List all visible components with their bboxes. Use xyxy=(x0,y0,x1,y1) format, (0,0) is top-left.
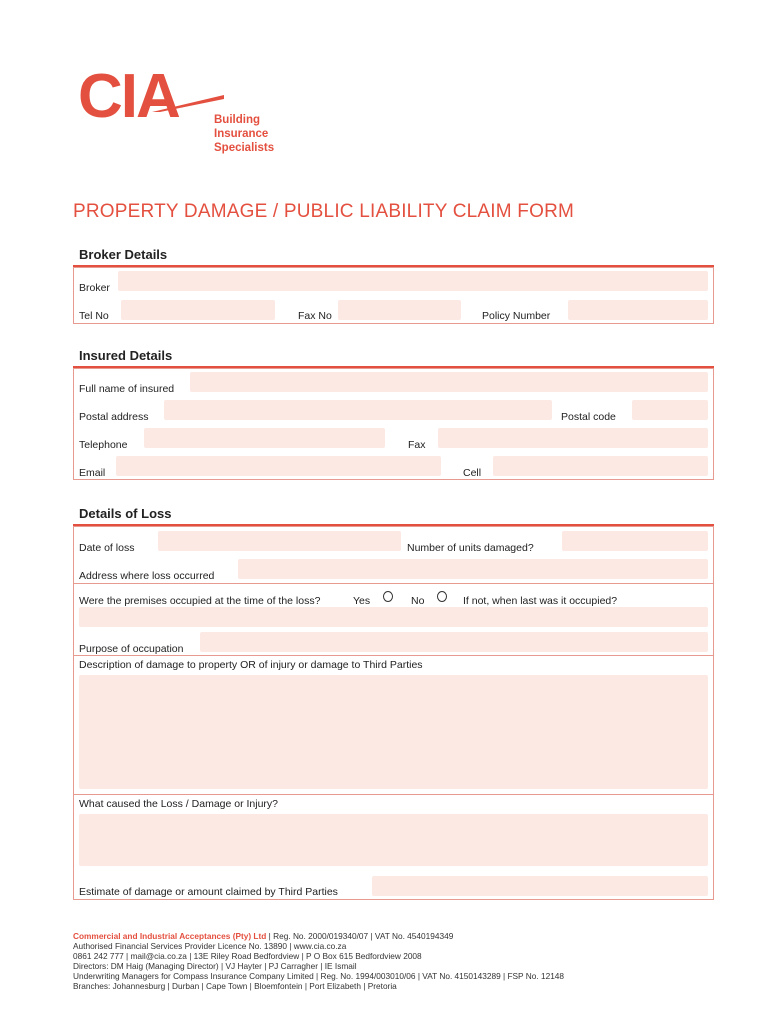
description-field[interactable] xyxy=(79,675,708,789)
logo-tagline-line-1: Building xyxy=(214,114,260,126)
units-damaged-label: Number of units damaged? xyxy=(407,542,534,554)
yes-label: Yes xyxy=(353,595,371,607)
loss-divider-2 xyxy=(73,655,714,656)
cell-field[interactable] xyxy=(493,456,708,476)
broker-field[interactable] xyxy=(118,271,708,291)
logo-swoosh xyxy=(150,92,226,114)
footer-line-5: Underwriting Managers for Compass Insurance Company Limited | Reg. No. 1994/003010/06 | VAT No. 4150143289 | FSP No. 12148 xyxy=(73,971,565,981)
policy-number-label: Policy Number xyxy=(482,310,551,322)
last-occupied-label: If not, when last was it occupied? xyxy=(463,595,618,607)
footer-line-1 xyxy=(73,931,453,941)
loss-details-heading: Details of Loss xyxy=(79,506,172,521)
description-label: Description of damage to property OR of injury or damage to Third Parties xyxy=(79,659,423,671)
units-damaged-field[interactable] xyxy=(562,531,708,551)
email-field[interactable] xyxy=(116,456,441,476)
tel-no-field[interactable] xyxy=(121,300,275,320)
fax-field[interactable] xyxy=(438,428,708,448)
cause-field[interactable] xyxy=(79,814,708,866)
date-of-loss-field[interactable] xyxy=(158,531,401,551)
telephone-label: Telephone xyxy=(79,439,128,451)
estimate-label: Estimate of damage or amount claimed by Third Parties xyxy=(79,886,338,898)
fax-no-field[interactable] xyxy=(338,300,461,320)
fax-label: Fax xyxy=(408,439,426,451)
email-label: Email xyxy=(79,467,106,479)
footer-company-name: Commercial and Industrial Acceptances (Pty) Ltd xyxy=(73,931,267,941)
postal-address-field[interactable] xyxy=(164,400,552,420)
insured-details-heading: Insured Details xyxy=(79,348,173,363)
footer-line-2: Authorised Financial Services Provider Licence No. 13890 | www.cia.co.za xyxy=(73,941,347,951)
policy-number-field[interactable] xyxy=(568,300,708,320)
postal-address-label: Postal address xyxy=(79,411,149,423)
full-name-label: Full name of insured xyxy=(79,383,175,395)
last-occupied-field[interactable] xyxy=(79,607,708,627)
purpose-label: Purpose of occupation xyxy=(79,643,184,655)
loss-address-field[interactable] xyxy=(238,559,708,579)
footer-line-3: 0861 242 777 | mail@cia.co.za | 13E Riley Road Bedfordview | P O Box 615 Bedfordview 2008 xyxy=(73,951,422,961)
cause-label: What caused the Loss / Damage or Injury? xyxy=(79,798,279,810)
loss-divider-1 xyxy=(73,583,714,584)
tel-no-label: Tel No xyxy=(79,310,109,322)
loss-divider-3 xyxy=(73,794,714,795)
form-title: PROPERTY DAMAGE / PUBLIC LIABILITY CLAIM FORM xyxy=(73,201,575,222)
loss-address-label: Address where loss occurred xyxy=(79,570,215,582)
broker-label: Broker xyxy=(79,282,110,294)
broker-details-heading: Broker Details xyxy=(79,247,168,262)
occupied-question-label: Were the premises occupied at the time of the loss? xyxy=(79,595,321,607)
no-radio[interactable] xyxy=(437,591,447,602)
logo-tagline-line-3: Specialists xyxy=(214,142,275,154)
estimate-field[interactable] xyxy=(372,876,708,896)
fax-no-label: Fax No xyxy=(298,310,332,322)
purpose-field[interactable] xyxy=(200,632,708,652)
logo-wordmark: CIA xyxy=(78,62,179,131)
footer-registration: | Reg. No. 2000/019340/07 | VAT No. 4540194349 xyxy=(266,931,454,941)
telephone-field[interactable] xyxy=(144,428,385,448)
postal-code-label: Postal code xyxy=(561,411,616,423)
footer-line-4: Directors: DM Haig (Managing Director) | VJ Hayter | PJ Carragher | IE Ismail xyxy=(73,961,357,971)
date-of-loss-label: Date of loss xyxy=(79,542,135,554)
logo-tagline-line-2: Insurance xyxy=(214,128,269,140)
postal-code-field[interactable] xyxy=(632,400,708,420)
footer-line-6: Branches: Johannesburg | Durban | Cape Town | Bloemfontein | Port Elizabeth | Pretoria xyxy=(73,981,397,991)
yes-radio[interactable] xyxy=(383,591,393,602)
full-name-field[interactable] xyxy=(190,372,708,392)
no-label: No xyxy=(411,595,425,607)
cell-label: Cell xyxy=(463,467,482,479)
